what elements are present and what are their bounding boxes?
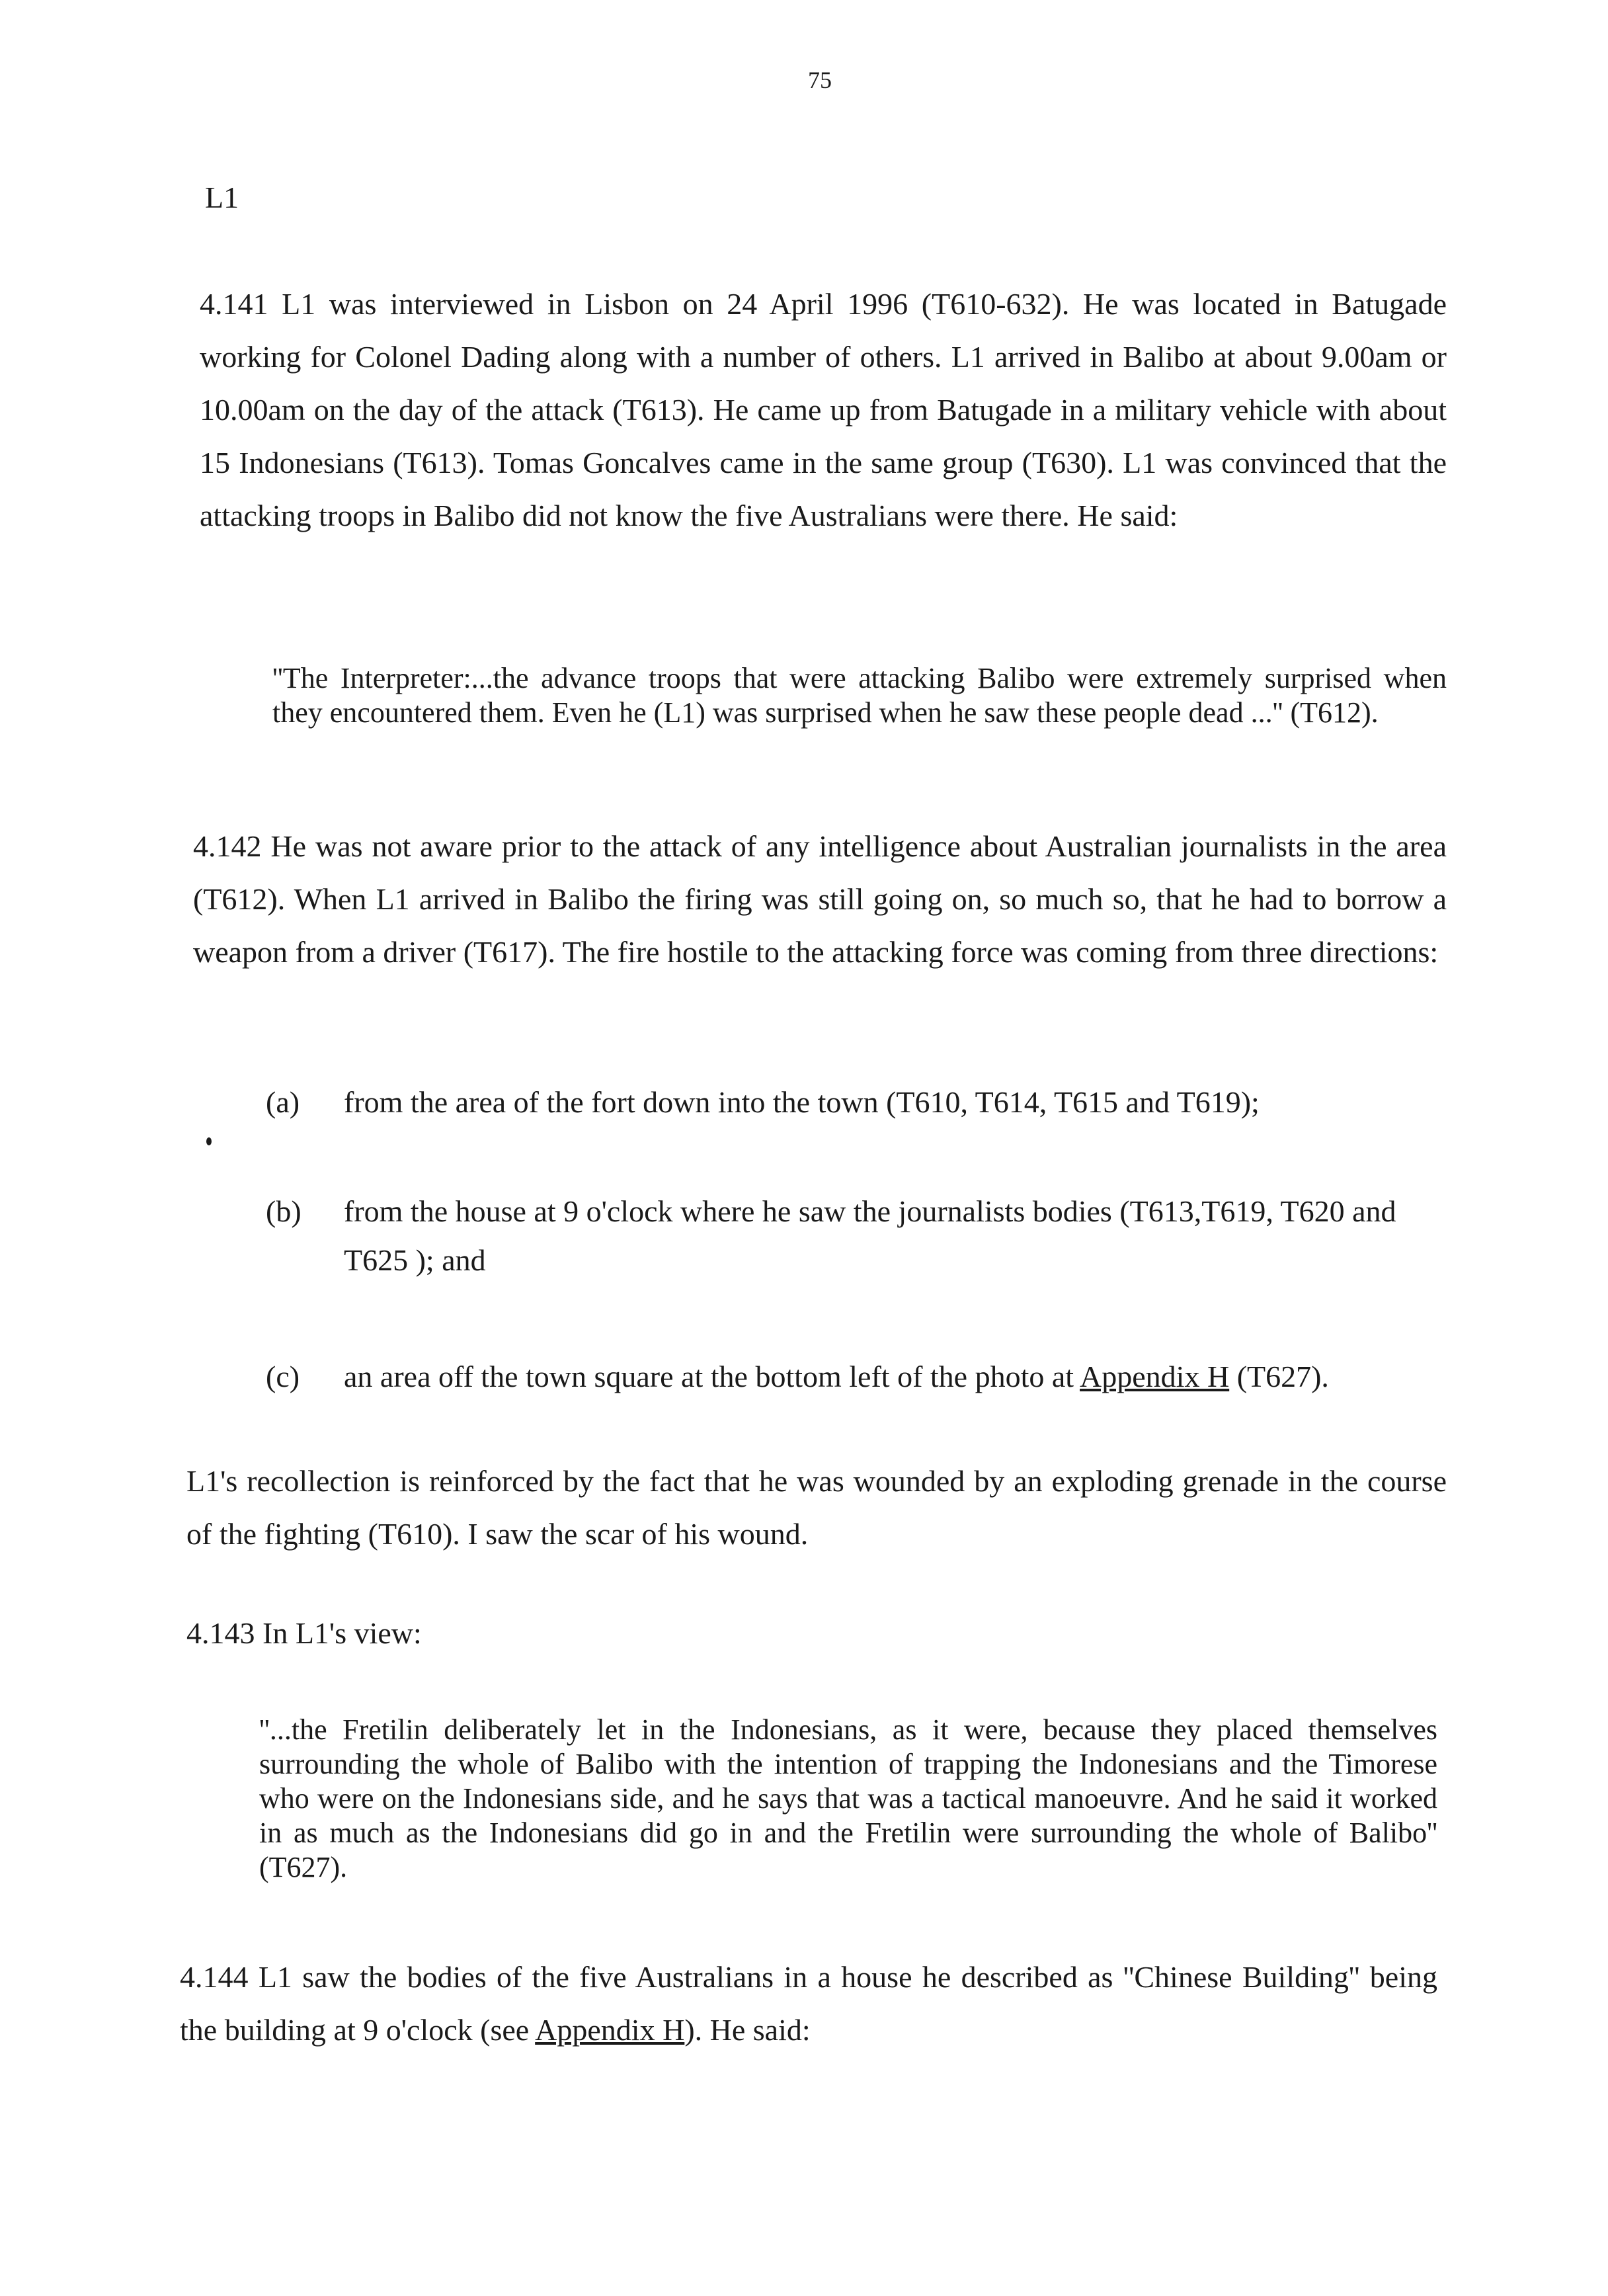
list-item-a — [266, 1078, 1443, 1131]
p4-144-text: 4.144 L1 saw the bodies of the five Australians in a house he described as ''Chinese Building'' being the building at 9 o'clock (see — [180, 1960, 1437, 2047]
paragraph-recollection: L1's recollection is reinforced by the fact that he was wounded by an exploding grenade in the course of the fighting (T610). I saw the scar of his wound. — [186, 1464, 1447, 1551]
list-label: (c) — [266, 1360, 300, 1393]
paragraph-4-143: 4.143 In L1's view: — [186, 1616, 422, 1650]
paragraph-4-142: 4.142 He was not aware prior to the attack of any intelligence about Australian journalists in the area (T612). When L1 arrived in Balibo the firing was still going on, so much so, that he had to borrow a weapon from a driver (T617). The fire hostile to the attacking force was coming from three directions: — [193, 829, 1447, 969]
quote-fretilin: ''...the Fretilin deliberately let in the Indonesians, as it were, because they placed themselves surrounding the whole of Balibo with the intention of trapping the Indonesians and the Timorese who were on the Indonesians side, and he says that was a tactical manoeuvre. And he said it worked in as much as the Indonesians did go in and the Fretilin were surrounding the whole of Balibo'' (T627). — [259, 1713, 1437, 1883]
list-text: from the area of the fort down into the town (T610, T614, T615 and T619); — [344, 1085, 1260, 1119]
list-text: from the house at 9 o'clock where he saw the journalists bodies (T613,T619, T620 and T625 ); and — [344, 1194, 1396, 1277]
list-item-b — [266, 1187, 1443, 1293]
paragraph-4-144 — [180, 1951, 1437, 2057]
list-text-before: an area off the town square at the bottom left of the photo at — [344, 1360, 1074, 1393]
p4-144-text-after: ). He said: — [684, 2013, 811, 2047]
quote-interpreter: ''The Interpreter:...the advance troops that were attacking Balibo were extremely surprised when they encountered them. Even he (L1) was surprised when he saw these people dead ...'' (T612). — [272, 662, 1447, 729]
section-heading: L1 — [205, 181, 239, 214]
list-label: (a) — [266, 1085, 300, 1119]
list-text-after: (T627). — [1236, 1360, 1329, 1393]
page-number: 75 — [808, 67, 832, 93]
list-label: (b) — [266, 1194, 302, 1228]
list-item-c — [266, 1352, 1443, 1405]
appendix-h-link-2[interactable]: Appendix H — [535, 2013, 685, 2047]
paragraph-4-141: 4.141 L1 was interviewed in Lisbon on 24 April 1996 (T610-632). He was located in Batugade working for Colonel Dading along with a number of others. L1 arrived in Balibo at about 9.00am or 10.00am on the day of the attack (T613). He came up from Batugade in a military vehicle with about 15 Indonesians (T613). Tomas Goncalves came in the same group (T630). L1 was convinced that the attacking troops in Balibo did not know the five Australians were there. He said: — [200, 287, 1447, 532]
list-text — [344, 1352, 1428, 1401]
stray-mark — [206, 1137, 212, 1145]
appendix-h-link[interactable]: Appendix H — [1080, 1360, 1230, 1393]
